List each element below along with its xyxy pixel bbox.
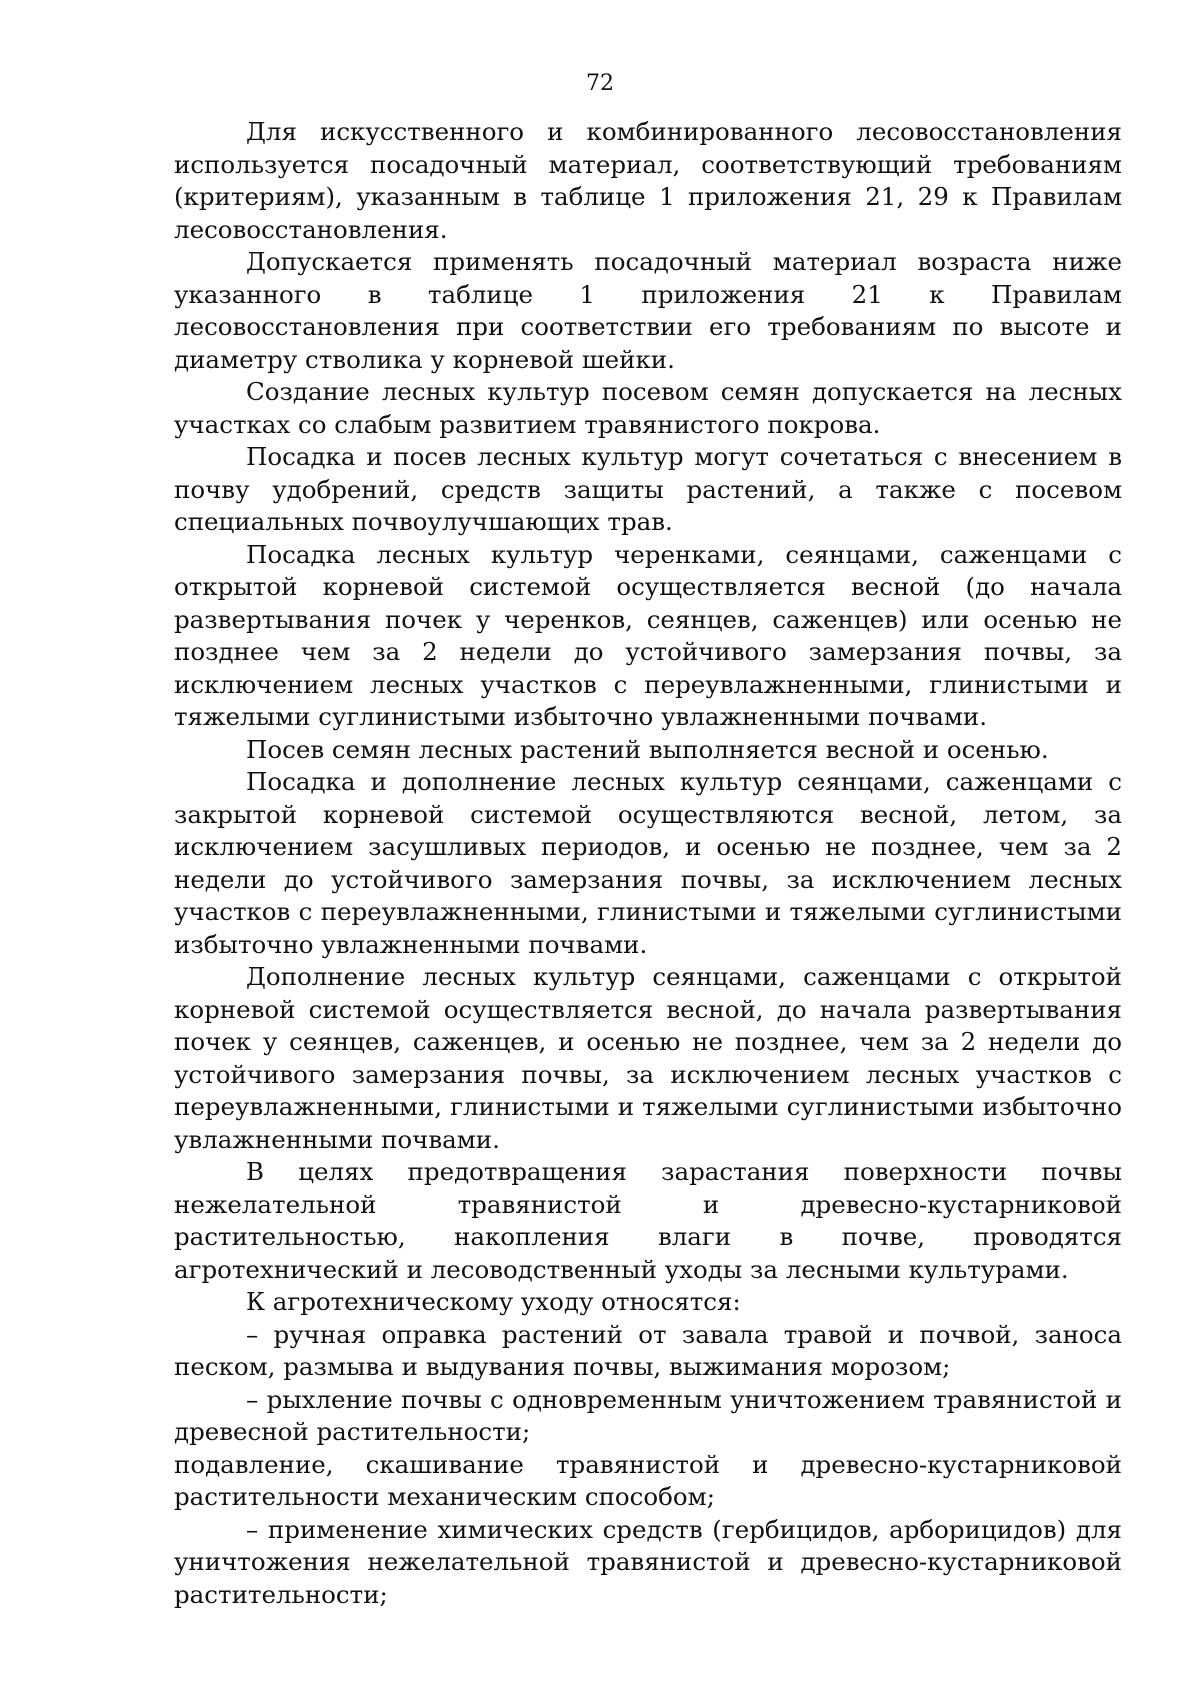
page-number: 72	[586, 71, 614, 96]
list-item-chemical-means: – применение химических средств (гербицидов, арборицидов) для уничтожения нежелательной травянистой и древесно-кустарниковой растительности;	[174, 1514, 1122, 1609]
paragraph-closed-root-planting: Посадка и дополнение лесных культур сеянцами, саженцами с закрытой корневой системой осуществляются весной, летом, за исключением засушливых периодов, и осенью не позднее, чем за 2 недели до устойчивого замерзания почвы, за исключением лесных участков с переувлажненными, глинистыми и тяжелыми суглинистыми избыточно увлажненными почвами.	[174, 767, 1122, 959]
paragraph-seed-sowing: Создание лесных культур посевом семян допускается на лесных участках со слабым развитием травянистого покрова.	[174, 377, 1122, 439]
document-body	[174, 116, 1122, 1611]
paragraph-care-purpose: В целях предотвращения зарастания поверхности почвы нежелательной травянистой и древесно-кустарниковой растительностью, накопления влаги в почве, проводятся агротехнический и лесоводственный уходы за лесными культурами.	[174, 1157, 1122, 1284]
list-item-manual-correction: – ручная оправка растений от завала травой и почвой, заноса песком, размыва и выдувания почвы, выжимания морозом;	[174, 1319, 1122, 1381]
list-item-mechanical-suppression: подавление, скашивание травянистой и древесно-кустарниковой растительности механическим способом;	[174, 1449, 1122, 1511]
paragraph-agrotechnical-care-heading: К агротехническому уходу относятся:	[246, 1287, 741, 1316]
paragraph-younger-material: Допускается применять посадочный материал возраста ниже указанного в таблице 1 приложения 21 к Правилам лесовосстановления при соответствии его требованиям по высоте и диаметру стволика у корневой шейки.	[174, 247, 1122, 374]
paragraph-seed-sowing-season: Посев семян лесных растений выполняется весной и осенью.	[246, 734, 1049, 764]
paragraph-open-root-supplement: Дополнение лесных культур сеянцами, саженцами с открытой корневой системой осуществляется весной, до начала развертывания почек у сеянцев, саженцев, и осенью не позднее, чем за 2 недели до устойчивого замерзания почвы, за исключением лесных участков с переувлажненными, глинистыми и тяжелыми суглинистыми избыточно увлажненными почвами.	[174, 962, 1122, 1154]
list-item-soil-loosening: – рыхление почвы с одновременным уничтожением травянистой и древесной растительности;	[174, 1384, 1122, 1446]
paragraph-open-root-planting: Посадка лесных культур черенками, сеянцами, саженцами с открытой корневой системой осуществляется весной (до начала развертывания почек у черенков, сеянцев, саженцев) или осенью не позднее чем за 2 недели до устойчивого замерзания почвы, за исключением лесных участков с переувлажненными, глинистыми и тяжелыми суглинистыми избыточно увлажненными почвами.	[174, 539, 1122, 731]
paragraph-fertilizers: Посадка и посев лесных культур могут сочетаться с внесением в почву удобрений, средств защиты растений, а также с посевом специальных почвоулучшающих трав.	[174, 442, 1122, 536]
paragraph-planting-material: Для искусственного и комбинированного лесовосстановления используется посадочный материал, соответствующий требованиям (критериям), указанным в таблице 1 приложения 21, 29 к Правилам лесовосстановления.	[174, 117, 1122, 244]
